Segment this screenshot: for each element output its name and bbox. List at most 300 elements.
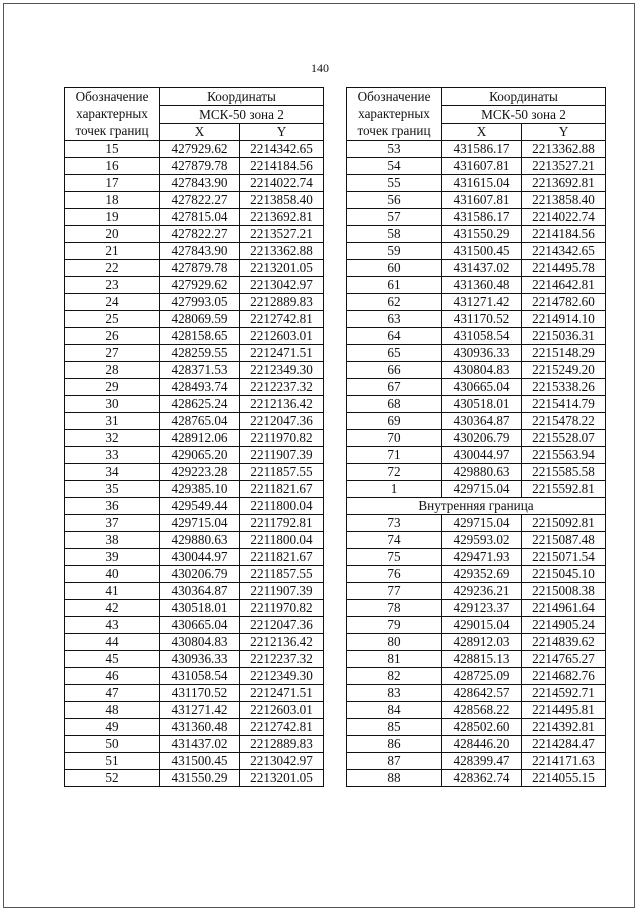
y-coordinate-cell: 2214284.47 [522, 736, 606, 753]
x-coordinate-cell: 429880.63 [442, 464, 522, 481]
y-coordinate-cell: 2215008.38 [522, 583, 606, 600]
point-id-cell: 79 [347, 617, 442, 634]
table-row [347, 515, 606, 532]
x-coordinate-cell: 431615.04 [442, 175, 522, 192]
table-row [347, 345, 606, 362]
point-id-cell: 41 [65, 583, 160, 600]
point-id-cell: 25 [65, 311, 160, 328]
table-row [65, 328, 324, 345]
y-coordinate-cell: 2211970.82 [240, 600, 324, 617]
point-id-cell: 31 [65, 413, 160, 430]
table-row [65, 617, 324, 634]
x-coordinate-cell: 431586.17 [442, 141, 522, 158]
point-id-cell: 21 [65, 243, 160, 260]
point-id-cell: 74 [347, 532, 442, 549]
point-id-cell: 87 [347, 753, 442, 770]
table-body-left [65, 141, 324, 787]
y-coordinate-cell: 2215148.29 [522, 345, 606, 362]
y-coordinate-cell: 2214022.74 [522, 209, 606, 226]
y-coordinate-cell: 2213858.40 [522, 192, 606, 209]
table-row [65, 396, 324, 413]
x-coordinate-cell: 429352.69 [442, 566, 522, 583]
point-id-cell: 86 [347, 736, 442, 753]
x-coordinate-cell: 427843.90 [160, 243, 240, 260]
y-coordinate-cell: 2211857.55 [240, 566, 324, 583]
point-id-cell: 27 [65, 345, 160, 362]
point-id-cell: 46 [65, 668, 160, 685]
x-coordinate-cell: 431360.48 [442, 277, 522, 294]
column-header-coordinates: Координаты [442, 88, 606, 106]
table-row [347, 753, 606, 770]
y-coordinate-cell: 2212237.32 [240, 651, 324, 668]
y-coordinate-cell: 2215036.31 [522, 328, 606, 345]
table-row [65, 736, 324, 753]
x-coordinate-cell: 429236.21 [442, 583, 522, 600]
x-coordinate-cell: 428371.53 [160, 362, 240, 379]
x-coordinate-cell: 431271.42 [160, 702, 240, 719]
y-coordinate-cell: 2213201.05 [240, 770, 324, 787]
table-row [65, 668, 324, 685]
x-coordinate-cell: 427822.27 [160, 226, 240, 243]
table-row [65, 430, 324, 447]
y-coordinate-cell: 2215338.26 [522, 379, 606, 396]
point-id-cell: 66 [347, 362, 442, 379]
y-coordinate-cell: 2215087.48 [522, 532, 606, 549]
point-id-cell: 81 [347, 651, 442, 668]
x-coordinate-cell: 427879.78 [160, 158, 240, 175]
table-row [347, 430, 606, 447]
y-coordinate-cell: 2215592.81 [522, 481, 606, 498]
x-coordinate-cell: 430804.83 [442, 362, 522, 379]
coordinates-table-left [64, 87, 324, 787]
column-header-x: X [160, 124, 240, 141]
table-row [65, 685, 324, 702]
point-id-cell: 68 [347, 396, 442, 413]
table-row [65, 566, 324, 583]
point-id-cell: 77 [347, 583, 442, 600]
table-row [347, 685, 606, 702]
x-coordinate-cell: 429223.28 [160, 464, 240, 481]
x-coordinate-cell: 428625.24 [160, 396, 240, 413]
y-coordinate-cell: 2213201.05 [240, 260, 324, 277]
y-coordinate-cell: 2215563.94 [522, 447, 606, 464]
table-row [347, 634, 606, 651]
table-row [347, 379, 606, 396]
table-row [347, 668, 606, 685]
point-id-cell: 28 [65, 362, 160, 379]
point-id-cell: 58 [347, 226, 442, 243]
table-row [347, 583, 606, 600]
point-id-cell: 17 [65, 175, 160, 192]
table-row [65, 600, 324, 617]
point-id-cell: 24 [65, 294, 160, 311]
x-coordinate-cell: 431586.17 [442, 209, 522, 226]
y-coordinate-cell: 2212349.30 [240, 362, 324, 379]
point-id-cell: 23 [65, 277, 160, 294]
x-coordinate-cell: 429385.10 [160, 481, 240, 498]
table-row [347, 158, 606, 175]
y-coordinate-cell: 2213692.81 [522, 175, 606, 192]
table-row [65, 294, 324, 311]
point-id-cell: 61 [347, 277, 442, 294]
y-coordinate-cell: 2215045.10 [522, 566, 606, 583]
x-coordinate-cell: 430804.83 [160, 634, 240, 651]
table-row [347, 243, 606, 260]
y-coordinate-cell: 2214914.10 [522, 311, 606, 328]
table-row [65, 311, 324, 328]
point-id-cell: 40 [65, 566, 160, 583]
table-row [65, 362, 324, 379]
table-row [347, 226, 606, 243]
point-id-cell: 52 [65, 770, 160, 787]
y-coordinate-cell: 2214782.60 [522, 294, 606, 311]
table-row [65, 379, 324, 396]
y-coordinate-cell: 2212889.83 [240, 294, 324, 311]
table-row [347, 447, 606, 464]
y-coordinate-cell: 2211857.55 [240, 464, 324, 481]
column-header-y: Y [522, 124, 606, 141]
table-row [347, 413, 606, 430]
x-coordinate-cell: 427929.62 [160, 141, 240, 158]
point-id-cell: 15 [65, 141, 160, 158]
x-coordinate-cell: 431550.29 [160, 770, 240, 787]
coordinates-table-right [346, 87, 606, 787]
table-row [65, 260, 324, 277]
table-row [65, 651, 324, 668]
table-row [347, 549, 606, 566]
y-coordinate-cell: 2211792.81 [240, 515, 324, 532]
y-coordinate-cell: 2214342.65 [240, 141, 324, 158]
y-coordinate-cell: 2213042.97 [240, 277, 324, 294]
x-coordinate-cell: 431550.29 [442, 226, 522, 243]
y-coordinate-cell: 2214342.65 [522, 243, 606, 260]
x-coordinate-cell: 428725.09 [442, 668, 522, 685]
x-coordinate-cell: 429593.02 [442, 532, 522, 549]
y-coordinate-cell: 2214765.27 [522, 651, 606, 668]
x-coordinate-cell: 428259.55 [160, 345, 240, 362]
point-id-cell: 73 [347, 515, 442, 532]
x-coordinate-cell: 430364.87 [442, 413, 522, 430]
column-header-coordinate-system: МСК-50 зона 2 [442, 106, 606, 124]
x-coordinate-cell: 427822.27 [160, 192, 240, 209]
x-coordinate-cell: 430936.33 [442, 345, 522, 362]
y-coordinate-cell: 2214682.76 [522, 668, 606, 685]
y-coordinate-cell: 2215414.79 [522, 396, 606, 413]
point-id-cell: 42 [65, 600, 160, 617]
y-coordinate-cell: 2213527.21 [522, 158, 606, 175]
table-row [347, 651, 606, 668]
x-coordinate-cell: 430206.79 [442, 430, 522, 447]
column-header-point-label: Обозначение характерных точек границ [65, 88, 160, 141]
y-coordinate-cell: 2215478.22 [522, 413, 606, 430]
table-row [347, 311, 606, 328]
y-coordinate-cell: 2214022.74 [240, 175, 324, 192]
y-coordinate-cell: 2211907.39 [240, 447, 324, 464]
y-coordinate-cell: 2212889.83 [240, 736, 324, 753]
table-row [65, 515, 324, 532]
point-id-cell: 32 [65, 430, 160, 447]
x-coordinate-cell: 428446.20 [442, 736, 522, 753]
table-body-right [347, 141, 606, 787]
x-coordinate-cell: 430936.33 [160, 651, 240, 668]
y-coordinate-cell: 2213858.40 [240, 192, 324, 209]
x-coordinate-cell: 429015.04 [442, 617, 522, 634]
x-coordinate-cell: 428765.04 [160, 413, 240, 430]
y-coordinate-cell: 2214642.81 [522, 277, 606, 294]
point-id-cell: 65 [347, 345, 442, 362]
x-coordinate-cell: 431170.52 [160, 685, 240, 702]
x-coordinate-cell: 427815.04 [160, 209, 240, 226]
point-id-cell: 34 [65, 464, 160, 481]
column-header-coordinate-system: МСК-50 зона 2 [160, 106, 324, 124]
x-coordinate-cell: 428912.06 [160, 430, 240, 447]
point-id-cell: 48 [65, 702, 160, 719]
point-id-cell: 51 [65, 753, 160, 770]
point-id-cell: 1 [347, 481, 442, 498]
table-row [65, 770, 324, 787]
x-coordinate-cell: 431607.81 [442, 192, 522, 209]
x-coordinate-cell: 429123.37 [442, 600, 522, 617]
y-coordinate-cell: 2215071.54 [522, 549, 606, 566]
x-coordinate-cell: 428362.74 [442, 770, 522, 787]
table-row [347, 702, 606, 719]
x-coordinate-cell: 428912.03 [442, 634, 522, 651]
y-coordinate-cell: 2212237.32 [240, 379, 324, 396]
x-coordinate-cell: 431170.52 [442, 311, 522, 328]
x-coordinate-cell: 429715.04 [160, 515, 240, 532]
point-id-cell: 67 [347, 379, 442, 396]
y-coordinate-cell: 2214839.62 [522, 634, 606, 651]
x-coordinate-cell: 427843.90 [160, 175, 240, 192]
y-coordinate-cell: 2213362.88 [522, 141, 606, 158]
table-row [347, 141, 606, 158]
inner-boundary-label: Внутренняя граница [347, 498, 606, 515]
x-coordinate-cell: 431271.42 [442, 294, 522, 311]
point-id-cell: 53 [347, 141, 442, 158]
y-coordinate-cell: 2212047.36 [240, 413, 324, 430]
x-coordinate-cell: 428568.22 [442, 702, 522, 719]
point-id-cell: 70 [347, 430, 442, 447]
section-row-inner-boundary [347, 498, 606, 515]
x-coordinate-cell: 431500.45 [160, 753, 240, 770]
point-id-cell: 49 [65, 719, 160, 736]
point-id-cell: 72 [347, 464, 442, 481]
column-header-point-label: Обозначение характерных точек границ [347, 88, 442, 141]
table-row [65, 719, 324, 736]
x-coordinate-cell: 431437.02 [442, 260, 522, 277]
x-coordinate-cell: 431058.54 [442, 328, 522, 345]
y-coordinate-cell: 2212349.30 [240, 668, 324, 685]
y-coordinate-cell: 2214184.56 [522, 226, 606, 243]
point-id-cell: 82 [347, 668, 442, 685]
x-coordinate-cell: 428158.65 [160, 328, 240, 345]
column-header-x: X [442, 124, 522, 141]
x-coordinate-cell: 430044.97 [160, 549, 240, 566]
point-id-cell: 69 [347, 413, 442, 430]
point-id-cell: 63 [347, 311, 442, 328]
point-id-cell: 57 [347, 209, 442, 226]
table-row [65, 447, 324, 464]
x-coordinate-cell: 429065.20 [160, 447, 240, 464]
y-coordinate-cell: 2212742.81 [240, 311, 324, 328]
point-id-cell: 64 [347, 328, 442, 345]
table-row [65, 464, 324, 481]
page-number: 140 [311, 61, 329, 75]
y-coordinate-cell: 2214055.15 [522, 770, 606, 787]
column-header-coordinates: Координаты [160, 88, 324, 106]
y-coordinate-cell: 2214495.81 [522, 702, 606, 719]
x-coordinate-cell: 429715.04 [442, 481, 522, 498]
table-row [65, 634, 324, 651]
y-coordinate-cell: 2213692.81 [240, 209, 324, 226]
table-row [347, 617, 606, 634]
x-coordinate-cell: 429880.63 [160, 532, 240, 549]
x-coordinate-cell: 431437.02 [160, 736, 240, 753]
table-row [65, 549, 324, 566]
y-coordinate-cell: 2215092.81 [522, 515, 606, 532]
point-id-cell: 29 [65, 379, 160, 396]
point-id-cell: 83 [347, 685, 442, 702]
table-row [347, 770, 606, 787]
point-id-cell: 18 [65, 192, 160, 209]
x-coordinate-cell: 430206.79 [160, 566, 240, 583]
table-row [347, 328, 606, 345]
y-coordinate-cell: 2211907.39 [240, 583, 324, 600]
y-coordinate-cell: 2215249.20 [522, 362, 606, 379]
y-coordinate-cell: 2212471.51 [240, 345, 324, 362]
x-coordinate-cell: 430665.04 [442, 379, 522, 396]
table-row [347, 532, 606, 549]
y-coordinate-cell: 2214905.24 [522, 617, 606, 634]
y-coordinate-cell: 2214592.71 [522, 685, 606, 702]
point-id-cell: 76 [347, 566, 442, 583]
y-coordinate-cell: 2215528.07 [522, 430, 606, 447]
x-coordinate-cell: 427879.78 [160, 260, 240, 277]
table-row [65, 141, 324, 158]
table-row [347, 175, 606, 192]
table-row [347, 209, 606, 226]
table-row [65, 226, 324, 243]
point-id-cell: 54 [347, 158, 442, 175]
table-row [347, 464, 606, 481]
point-id-cell: 33 [65, 447, 160, 464]
point-id-cell: 50 [65, 736, 160, 753]
y-coordinate-cell: 2214495.78 [522, 260, 606, 277]
point-id-cell: 37 [65, 515, 160, 532]
point-id-cell: 55 [347, 175, 442, 192]
point-id-cell: 35 [65, 481, 160, 498]
point-id-cell: 43 [65, 617, 160, 634]
y-coordinate-cell: 2212603.01 [240, 328, 324, 345]
y-coordinate-cell: 2215585.58 [522, 464, 606, 481]
x-coordinate-cell: 430518.01 [442, 396, 522, 413]
x-coordinate-cell: 431500.45 [442, 243, 522, 260]
table-row [65, 498, 324, 515]
table-row [65, 481, 324, 498]
table-row [347, 362, 606, 379]
point-id-cell: 20 [65, 226, 160, 243]
table-row [65, 209, 324, 226]
point-id-cell: 19 [65, 209, 160, 226]
y-coordinate-cell: 2211821.67 [240, 481, 324, 498]
point-id-cell: 45 [65, 651, 160, 668]
x-coordinate-cell: 431360.48 [160, 719, 240, 736]
y-coordinate-cell: 2213042.97 [240, 753, 324, 770]
x-coordinate-cell: 428642.57 [442, 685, 522, 702]
table-row [65, 702, 324, 719]
table-row [65, 532, 324, 549]
x-coordinate-cell: 428502.60 [442, 719, 522, 736]
table-row [347, 396, 606, 413]
x-coordinate-cell: 430518.01 [160, 600, 240, 617]
table-row [347, 736, 606, 753]
x-coordinate-cell: 428815.13 [442, 651, 522, 668]
y-coordinate-cell: 2212471.51 [240, 685, 324, 702]
point-id-cell: 22 [65, 260, 160, 277]
point-id-cell: 88 [347, 770, 442, 787]
y-coordinate-cell: 2212136.42 [240, 634, 324, 651]
table-row [347, 277, 606, 294]
table-row [347, 192, 606, 209]
table-row [347, 566, 606, 583]
x-coordinate-cell: 430364.87 [160, 583, 240, 600]
x-coordinate-cell: 428399.47 [442, 753, 522, 770]
y-coordinate-cell: 2212742.81 [240, 719, 324, 736]
point-id-cell: 56 [347, 192, 442, 209]
x-coordinate-cell: 428493.74 [160, 379, 240, 396]
y-coordinate-cell: 2213527.21 [240, 226, 324, 243]
table-row [65, 192, 324, 209]
table-row [65, 175, 324, 192]
y-coordinate-cell: 2211970.82 [240, 430, 324, 447]
point-id-cell: 60 [347, 260, 442, 277]
y-coordinate-cell: 2214184.56 [240, 158, 324, 175]
table-row [65, 583, 324, 600]
table-row [65, 753, 324, 770]
point-id-cell: 44 [65, 634, 160, 651]
table-row [347, 600, 606, 617]
table-row [65, 345, 324, 362]
point-id-cell: 71 [347, 447, 442, 464]
table-row [65, 243, 324, 260]
point-id-cell: 39 [65, 549, 160, 566]
table-row [347, 294, 606, 311]
point-id-cell: 80 [347, 634, 442, 651]
y-coordinate-cell: 2211821.67 [240, 549, 324, 566]
table-row [65, 413, 324, 430]
point-id-cell: 16 [65, 158, 160, 175]
table-row [65, 158, 324, 175]
point-id-cell: 26 [65, 328, 160, 345]
x-coordinate-cell: 431607.81 [442, 158, 522, 175]
y-coordinate-cell: 2213362.88 [240, 243, 324, 260]
table-row [347, 260, 606, 277]
x-coordinate-cell: 430665.04 [160, 617, 240, 634]
y-coordinate-cell: 2212047.36 [240, 617, 324, 634]
point-id-cell: 75 [347, 549, 442, 566]
point-id-cell: 62 [347, 294, 442, 311]
x-coordinate-cell: 429549.44 [160, 498, 240, 515]
y-coordinate-cell: 2211800.04 [240, 498, 324, 515]
x-coordinate-cell: 429471.93 [442, 549, 522, 566]
x-coordinate-cell: 429715.04 [442, 515, 522, 532]
table-row [65, 277, 324, 294]
y-coordinate-cell: 2214392.81 [522, 719, 606, 736]
x-coordinate-cell: 430044.97 [442, 447, 522, 464]
x-coordinate-cell: 427993.05 [160, 294, 240, 311]
y-coordinate-cell: 2214961.64 [522, 600, 606, 617]
y-coordinate-cell: 2212136.42 [240, 396, 324, 413]
